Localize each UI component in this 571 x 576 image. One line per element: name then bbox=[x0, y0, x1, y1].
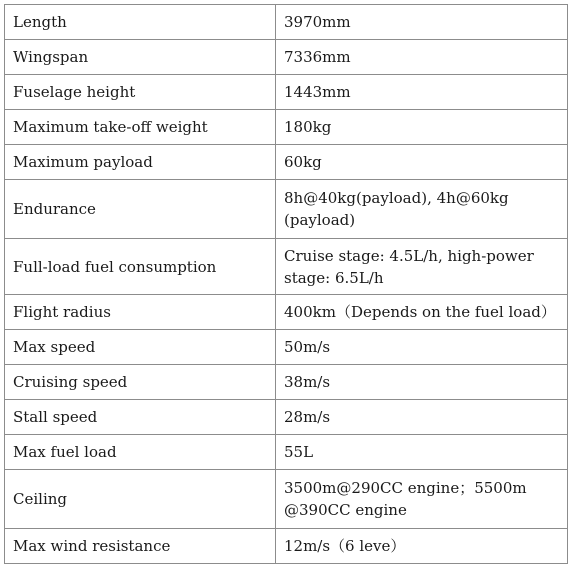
spec-value-ceiling: 3500m@290CC engine；5500m @390CC engine bbox=[276, 470, 568, 529]
spec-label-fuselage-height: Fuselage height bbox=[5, 75, 276, 110]
table-row bbox=[5, 40, 568, 75]
spec-label-max-payload: Maximum payload bbox=[5, 145, 276, 180]
spec-label-fuel-consumption: Full-load fuel consumption bbox=[5, 239, 276, 295]
spec-value-cruising-speed: 38m/s bbox=[276, 365, 568, 400]
spec-label-max-fuel-load: Max fuel load bbox=[5, 435, 276, 470]
spec-value-max-speed: 50m/s bbox=[276, 330, 568, 365]
table-row bbox=[5, 110, 568, 145]
spec-label-ceiling: Ceiling bbox=[5, 470, 276, 529]
spec-value-endurance: 8h@40kg(payload), 4h@60kg (payload) bbox=[276, 180, 568, 239]
table-row bbox=[5, 470, 568, 529]
spec-value-stall-speed: 28m/s bbox=[276, 400, 568, 435]
spec-label-cruising-speed: Cruising speed bbox=[5, 365, 276, 400]
spec-value-fuel-consumption: Cruise stage: 4.5L/h, high-power stage: 6.5L/h bbox=[276, 239, 568, 295]
table-row bbox=[5, 75, 568, 110]
table-row bbox=[5, 295, 568, 330]
table-row bbox=[5, 435, 568, 470]
spec-value-length: 3970mm bbox=[276, 5, 568, 40]
spec-label-max-wind-resistance: Max wind resistance bbox=[5, 529, 276, 564]
table-row bbox=[5, 5, 568, 40]
spec-value-fuselage-height: 1443mm bbox=[276, 75, 568, 110]
spec-label-endurance: Endurance bbox=[5, 180, 276, 239]
specifications-table bbox=[4, 4, 568, 564]
table-row bbox=[5, 400, 568, 435]
table-row bbox=[5, 529, 568, 564]
table-row bbox=[5, 145, 568, 180]
table-row bbox=[5, 239, 568, 295]
spec-value-max-wind-resistance: 12m/s（6 leve） bbox=[276, 529, 568, 564]
table-row bbox=[5, 180, 568, 239]
spec-value-flight-radius: 400km（Depends on the fuel load） bbox=[276, 295, 568, 330]
spec-value-max-fuel-load: 55L bbox=[276, 435, 568, 470]
table-row bbox=[5, 330, 568, 365]
spec-label-wingspan: Wingspan bbox=[5, 40, 276, 75]
spec-label-max-takeoff-weight: Maximum take-off weight bbox=[5, 110, 276, 145]
spec-value-max-takeoff-weight: 180kg bbox=[276, 110, 568, 145]
table-row bbox=[5, 365, 568, 400]
spec-value-wingspan: 7336mm bbox=[276, 40, 568, 75]
spec-value-max-payload: 60kg bbox=[276, 145, 568, 180]
spec-label-length: Length bbox=[5, 5, 276, 40]
spec-label-max-speed: Max speed bbox=[5, 330, 276, 365]
spec-label-flight-radius: Flight radius bbox=[5, 295, 276, 330]
spec-label-stall-speed: Stall speed bbox=[5, 400, 276, 435]
